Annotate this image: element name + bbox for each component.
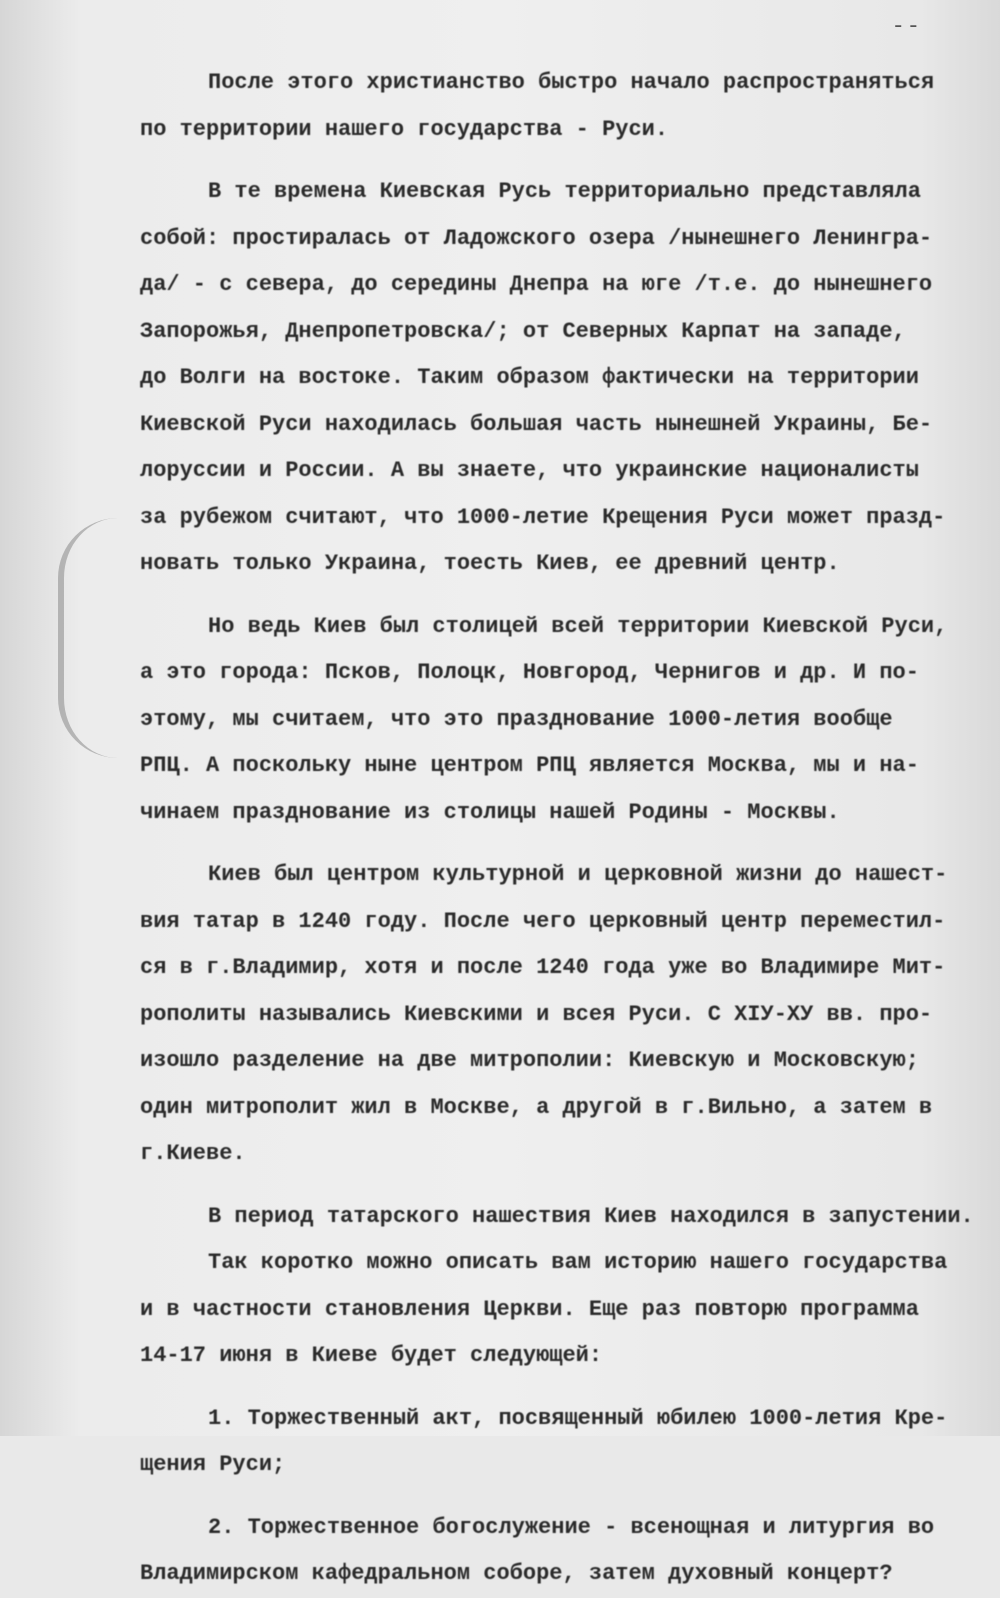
text-line: собой: простиралась от Ладожского озера /нынешнего Ленингра- xyxy=(140,225,933,251)
text-line: Но ведь Киев был столицей всей территории Киевской Руси, xyxy=(208,613,948,639)
text-line: ся в г.Владимир, хотя и после 1240 года уже во Владимире Мит- xyxy=(140,955,946,980)
text-line: по территории нашего государства - Руси. xyxy=(140,116,669,142)
text-line: изошло разделение на две митрополии: Киевскую и Московскую; xyxy=(140,1048,919,1073)
text-line: чинаем празднование из столицы нашей Родины - Москвы. xyxy=(140,799,840,825)
text-line: да/ - с севера, до середины Днепра на юге /т.е. до нынешнего xyxy=(140,272,933,297)
text-line: г.Киеве. xyxy=(140,1141,246,1166)
margin-pencil-bracket xyxy=(58,518,124,758)
text-line: После этого христианство быстро начало распространяться xyxy=(208,70,935,95)
text-line: В период татарского нашествия Киев находился в запустении. xyxy=(208,1203,974,1229)
paragraph-gap xyxy=(140,1178,970,1194)
text-line: до Волги на востоке. Таким образом фактически на территории xyxy=(140,365,919,390)
page-number-mark: -- xyxy=(891,14,922,39)
text-line: Киевской Руси находилась большая часть нынешней Украины, Бе- xyxy=(140,411,933,437)
text-line: Владимирском кафедральном соборе, затем духовный концерт? xyxy=(140,1561,893,1586)
typewritten-body xyxy=(140,60,974,1598)
text-line: и в частности становления Церкви. Еще раз повторю программа xyxy=(140,1296,919,1322)
text-line: 2. Торжественное богослужение - всенощная и литургия во xyxy=(208,1514,935,1540)
text-line: вия татар в 1240 году. После чего церковный центр переместил- xyxy=(140,908,946,934)
text-line: а это города: Псков, Полоцк, Новгород, Чернигов и др. И по- xyxy=(140,660,919,685)
text-line: Запорожья, Днепропетровска/; от Северных Карпат на западе, xyxy=(140,318,906,344)
text-line: РПЦ. А поскольку ныне центром РПЦ является Москва, мы и на- xyxy=(140,753,919,778)
paragraph-gap xyxy=(140,1380,970,1396)
paragraph-gap xyxy=(140,588,970,604)
paragraph-gap xyxy=(140,153,970,169)
paragraph-gap xyxy=(140,836,970,852)
text-line: рополиты назывались Киевскими и всея Руси. С XIУ-ХУ вв. про- xyxy=(140,1001,933,1027)
text-line: один митрополит жил в Москве, а другой в г.Вильно, а затем в xyxy=(140,1094,933,1120)
text-line: Киев был центром культурной и церковной жизни до нашест- xyxy=(208,862,948,887)
paragraph-gap xyxy=(140,1489,970,1505)
text-line: лоруссии и России. А вы знаете, что украинские националисты xyxy=(140,458,919,483)
text-line: Так коротко можно описать вам историю нашего государства xyxy=(208,1250,948,1275)
text-line: новать только Украина, тоесть Киев, ее древний центр. xyxy=(140,551,840,576)
text-line: за рубежом считают, что 1000-летие Крещения Руси может празд- xyxy=(140,504,946,530)
text-line: щения Руси; xyxy=(140,1452,286,1477)
text-line: 14-17 июня в Киеве будет следующей: xyxy=(140,1343,603,1368)
text-line: 1. Торжественный акт, посвященный юбилею 1000-летия Кре- xyxy=(208,1405,948,1431)
text-line: этому, мы считаем, что это празднование 1000-летия вообще xyxy=(140,706,893,732)
text-line: В те времена Киевская Русь территориально представляла xyxy=(208,179,921,204)
